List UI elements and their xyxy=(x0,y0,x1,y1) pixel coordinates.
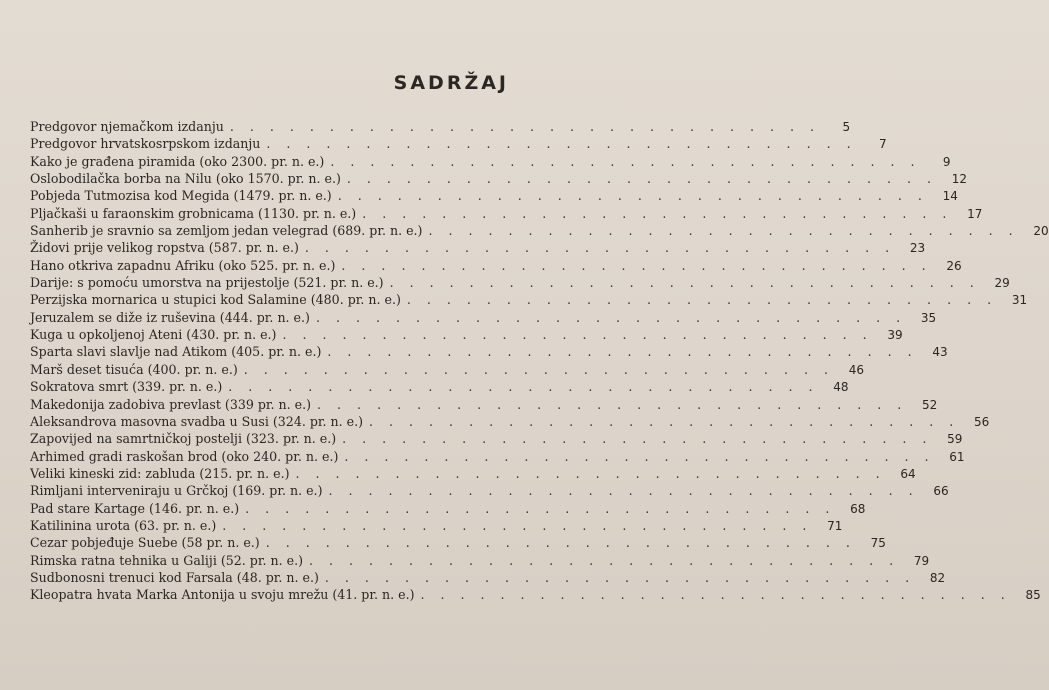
toc-entry-title: Pljačkaši u faraonskim grobnicama (1130. pr. n. e.) xyxy=(30,205,357,221)
toc-entry xyxy=(30,205,983,222)
toc-entry xyxy=(30,430,963,447)
toc-entry-title: Kako je građena piramida (oko 2300. pr. n. e.) xyxy=(30,153,325,169)
dot-leader: . . . . . . . . . . . . . . . . . . . . . . . . . . . . . . xyxy=(337,188,928,204)
toc-entry xyxy=(30,326,903,343)
toc-entry-title: Makedonija zadobiva prevlast (339 pr. n. e.) xyxy=(30,396,312,412)
toc-entry-page-number: 23 xyxy=(909,241,926,256)
toc-entry-title: Hano otkriva zapadnu Afriku (oko 525. pr. n. e.) xyxy=(30,257,336,273)
toc-entry-title: Arhimed gradi raskošan brod (oko 240. pr. n. e.) xyxy=(30,448,339,464)
toc-entry-page-number: 35 xyxy=(920,310,937,325)
toc-entry xyxy=(30,552,930,569)
toc-entry-page-number: 82 xyxy=(929,570,946,585)
table-of-contents xyxy=(30,118,1049,604)
toc-entry xyxy=(30,413,990,430)
dot-leader: . . . . . . . . . . . . . . . . . . . . . . . . . . . . . . xyxy=(341,257,932,273)
toc-entry xyxy=(30,135,887,152)
toc-entry xyxy=(30,343,948,360)
toc-entry-page-number: 5 xyxy=(842,120,851,134)
toc-entry-page-number: 66 xyxy=(933,484,949,499)
toc-entry xyxy=(30,586,1041,603)
toc-entry xyxy=(30,534,886,551)
toc-entry-page-number: 26 xyxy=(946,258,962,273)
toc-entry-page-number: 12 xyxy=(951,172,968,187)
dot-leader: . . . . . . . . . . . . . . . . . . . . . . . . . . . . . . xyxy=(346,171,938,187)
toc-entry-title: Židovi prije velikog ropstva (587. pr. n. e.) xyxy=(30,240,299,256)
toc-entry xyxy=(30,482,949,499)
toc-entry-page-number: 68 xyxy=(850,501,866,516)
toc-entry-page-number: 39 xyxy=(887,328,903,343)
toc-entry xyxy=(30,153,951,170)
dot-leader: . . . . . . . . . . . . . . . . . . . . . . . . . . . . . . xyxy=(315,309,907,325)
dot-leader: . . . . . . . . . . . . . . . . . . . . . . . . . . . . . . xyxy=(222,517,813,533)
dot-leader: . . . . . . . . . . . . . . . . . . . . . . . . . . . . . . xyxy=(228,379,819,395)
toc-entry xyxy=(30,118,851,135)
dot-leader: . . . . . . . . . . . . . . . . . . . . . . . . . . . . . . xyxy=(309,552,900,568)
toc-entry-title: Zapovijed na samrtničkoj postelji (323. pr. n. e.) xyxy=(30,431,337,447)
dot-leader: . . . . . . . . . . . . . . . . . . . . . . . . . . . . . . xyxy=(420,587,1011,603)
toc-entry xyxy=(30,465,916,482)
toc-entry-page-number: 75 xyxy=(870,536,886,551)
dot-leader: . . . . . . . . . . . . . . . . . . . . . . . . . . . . . . xyxy=(369,413,960,429)
dot-leader: . . . . . . . . . . . . . . . . . . . . . . . . . . . . . . xyxy=(229,119,821,134)
toc-entry xyxy=(30,239,926,256)
dot-leader: . . . . . . . . . . . . . . . . . . . . . . . . . . . . . . xyxy=(342,431,933,447)
toc-entry-title: Oslobodilačka borba na Nilu (oko 1570. pr. n. e.) xyxy=(30,171,341,187)
toc-entry-page-number: 31 xyxy=(1011,293,1028,308)
toc-entry-title: Rimljani interveniraju u Grčkoj (169. pr. n. e.) xyxy=(30,483,323,499)
dot-leader: . . . . . . . . . . . . . . . . . . . . . . . . . . . . . . xyxy=(295,465,886,481)
dot-leader: . . . . . . . . . . . . . . . . . . . . . . . . . . . . . . xyxy=(265,535,856,551)
toc-entry xyxy=(30,500,866,517)
dot-leader: . . . . . . . . . . . . . . . . . . . . . . . . . . . . . . xyxy=(327,344,918,360)
dot-leader: . . . . . . . . . . . . . . . . . . . . . . . . . . . . . . xyxy=(330,153,921,169)
toc-entry-page-number: 29 xyxy=(994,276,1010,291)
toc-entry-title: Cezar pobjeđuje Suebe (58 pr. n. e.) xyxy=(30,535,260,551)
toc-entry-title: Predgovor hrvatskosrpskom izdanju xyxy=(30,136,261,152)
toc-entry-page-number: 20 xyxy=(1033,224,1049,239)
toc-entry xyxy=(30,569,946,586)
toc-entry-page-number: 59 xyxy=(947,432,963,447)
toc-entry xyxy=(30,448,965,465)
toc-entry xyxy=(30,396,938,413)
toc-entry-title: Pobjeda Tutmozisa kod Megida (1479. pr. n. e.) xyxy=(30,188,332,204)
dot-leader: . . . . . . . . . . . . . . . . . . . . . . . . . . . . . . xyxy=(406,292,998,308)
toc-entry-page-number: 7 xyxy=(878,137,887,152)
toc-entry-page-number: 9 xyxy=(942,154,951,169)
toc-entry-title: Pad stare Kartage (146. pr. n. e.) xyxy=(30,500,240,516)
toc-entry xyxy=(30,291,1028,308)
toc-entry-page-number: 64 xyxy=(900,466,916,481)
toc-entry xyxy=(30,309,937,326)
toc-entry-page-number: 43 xyxy=(932,345,948,360)
toc-entry-title: Aleksandrova masovna svadba u Susi (324. pr. n. e.) xyxy=(30,413,364,429)
toc-entry xyxy=(30,222,1049,239)
toc-entry xyxy=(30,187,958,204)
dot-leader: . . . . . . . . . . . . . . . . . . . . . . . . . . . . . . xyxy=(243,361,834,377)
toc-entry xyxy=(30,257,962,274)
dot-leader: . . . . . . . . . . . . . . . . . . . . . . . . . . . . . . xyxy=(324,569,916,585)
toc-entry-title: Predgovor njemačkom izdanju xyxy=(30,119,224,134)
dot-leader: . . . . . . . . . . . . . . . . . . . . . . . . . . . . . . xyxy=(317,396,908,412)
toc-entry-page-number: 48 xyxy=(833,380,849,395)
dot-leader: . . . . . . . . . . . . . . . . . . . . . . . . . . . . . . xyxy=(304,240,896,256)
toc-entry xyxy=(30,170,968,187)
toc-entry-title: Darije: s pomoću umorstva na prijestolje (521. pr. n. e.) xyxy=(30,275,384,291)
dot-leader: . . . . . . . . . . . . . . . . . . . . . . . . . . . . . . xyxy=(266,136,857,152)
dot-leader: . . . . . . . . . . . . . . . . . . . . . . . . . . . . . . xyxy=(389,275,980,291)
contents-title: SADRŽAJ xyxy=(393,72,509,94)
toc-entry-page-number: 17 xyxy=(967,206,983,221)
toc-entry-page-number: 14 xyxy=(942,189,958,204)
toc-entry-title: Sokratova smrt (339. pr. n. e.) xyxy=(30,379,223,395)
toc-entry xyxy=(30,274,1010,291)
toc-entry-page-number: 79 xyxy=(913,553,930,568)
toc-entry-title: Veliki kineski zid: zabluda (215. pr. n. e.) xyxy=(30,465,290,481)
toc-entry-page-number: 52 xyxy=(921,397,938,412)
toc-entry-title: Rimska ratna tehnika u Galiji (52. pr. n. e.) xyxy=(30,552,303,568)
toc-entry-page-number: 61 xyxy=(949,449,965,464)
toc-entry-title: Perzijska mornarica u stupici kod Salamine (480. pr. n. e.) xyxy=(30,292,401,308)
toc-entry-title: Kleopatra hvata Marka Antonija u svoju mrežu (41. pr. n. e.) xyxy=(30,587,415,603)
dot-leader: . . . . . . . . . . . . . . . . . . . . . . . . . . . . . . xyxy=(282,327,873,343)
toc-entry-title: Sparta slavi slavlje nad Atikom (405. pr. n. e.) xyxy=(30,344,322,360)
dot-leader: . . . . . . . . . . . . . . . . . . . . . . . . . . . . . . xyxy=(344,448,935,464)
toc-entry-page-number: 46 xyxy=(848,362,864,377)
toc-entry xyxy=(30,378,849,395)
toc-entry-page-number: 85 xyxy=(1025,588,1041,603)
toc-entry-title: Sanherib je sravnio sa zemljom jedan velegrad (689. pr. n. e.) xyxy=(30,223,423,239)
toc-entry-title: Sudbonosni trenuci kod Farsala (48. pr. n. e.) xyxy=(30,569,319,585)
toc-entry xyxy=(30,517,843,534)
toc-entry-page-number: 71 xyxy=(827,518,843,533)
toc-entry-page-number: 56 xyxy=(973,414,990,429)
toc-entry-title: Katilinina urota (63. pr. n. e.) xyxy=(30,517,217,533)
toc-entry xyxy=(30,361,864,378)
dot-leader: . . . . . . . . . . . . . . . . . . . . . . . . . . . . . . xyxy=(245,500,836,516)
toc-entry-title: Jeruzalem se diže iz ruševina (444. pr. n. e.) xyxy=(30,309,310,325)
dot-leader: . . . . . . . . . . . . . . . . . . . . . . . . . . . . . . xyxy=(362,205,953,221)
dot-leader: . . . . . . . . . . . . . . . . . . . . . . . . . . . . . . xyxy=(428,223,1019,239)
toc-entry-title: Marš deset tisuća (400. pr. n. e.) xyxy=(30,361,238,377)
dot-leader: . . . . . . . . . . . . . . . . . . . . . . . . . . . . . . xyxy=(328,483,919,499)
toc-entry-title: Kuga u opkoljenoj Ateni (430. pr. n. e.) xyxy=(30,327,277,343)
